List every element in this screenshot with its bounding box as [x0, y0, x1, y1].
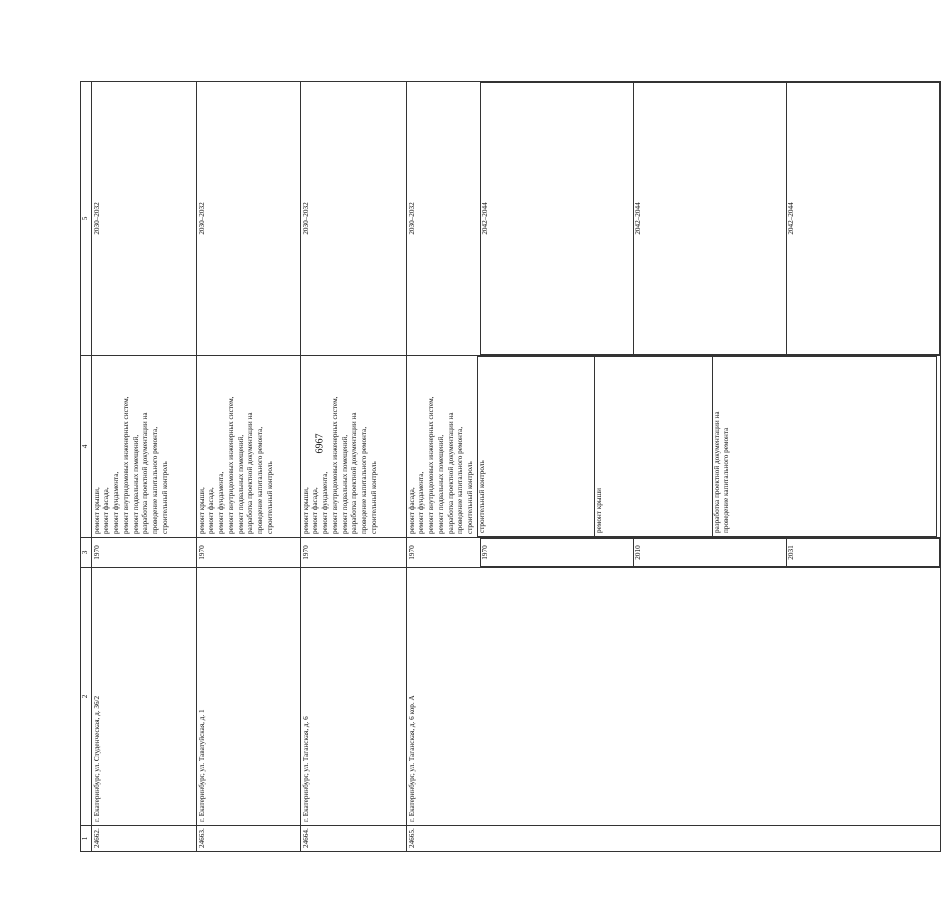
rotated-table-container [80, 82, 796, 852]
table-row [196, 82, 300, 852]
works-cell [406, 356, 941, 538]
work-item: проведение капитального ремонта, [456, 426, 465, 534]
tail-work [712, 357, 936, 537]
work-item: ремонт внутридомовых инженерных систем, [226, 396, 235, 534]
work-item: ремонт крыши, [197, 487, 206, 534]
address-cell: г. Екатеринбург, ул. Таватуйская, д. 1 [196, 568, 300, 826]
tail-work: ремонт крыши [595, 357, 712, 537]
work-item: строительный контроль [160, 461, 169, 534]
work-item: ремонт подвальных помещений, [236, 434, 245, 534]
work-item: ремонт подвальных помещений, [436, 434, 445, 534]
work-item: ремонт внутридомовых инженерных систем, [330, 396, 339, 534]
tail-period: 2042–2044 [787, 83, 940, 355]
tail-period: 2042–2044 [634, 83, 787, 355]
period-cell: 2030–2032 [91, 82, 196, 356]
work-item: разработка проектной документации на [446, 412, 455, 534]
work-item: строительный контроль [265, 461, 274, 534]
tail-periods [480, 82, 940, 355]
tail-period: 2042–2044 [481, 83, 634, 355]
address-cell: г. Екатеринбург, ул. Таганская, д. 6 кор. А [406, 568, 941, 826]
repair-schedule-table [80, 81, 941, 852]
tail-years [480, 538, 940, 567]
year-cell [406, 538, 941, 568]
work-item: ремонт фундамента, [321, 471, 330, 534]
work-item: ремонт внутридомовых инженерных систем, [427, 396, 436, 534]
header-col-2: 2 [81, 568, 92, 826]
works-cell [300, 356, 406, 538]
tail-year: 1970 [481, 539, 634, 567]
year-cell: 1970 [196, 538, 300, 568]
row-number: 24665. [406, 826, 941, 852]
table-row [406, 82, 941, 852]
address-cell: г. Екатеринбург, ул. Студенческая, д. 36/2 [91, 568, 196, 826]
tail-year: 2031 [787, 539, 940, 567]
tail-works [477, 356, 937, 537]
work-item: проведение капитального ремонта, [256, 426, 265, 534]
works-cell [196, 356, 300, 538]
work-item: ремонт фундамента, [217, 471, 226, 534]
period-value: 2030–2032 [407, 202, 416, 235]
work-item: ремонт фасада, [311, 487, 320, 534]
header-col-5: 5 [81, 82, 92, 356]
work-item: ремонт фасада, [102, 487, 111, 534]
period-cell: 2030–2032 [196, 82, 300, 356]
tail-work-line: проведение капитального ремонта [722, 427, 731, 533]
work-item: ремонт подвальных помещений, [131, 434, 140, 534]
work-item: проведение капитального ремонта, [360, 426, 369, 534]
header-col-3: 3 [81, 538, 92, 568]
tail-year: 2010 [634, 539, 787, 567]
work-item: ремонт фасада, [207, 487, 216, 534]
year-cell: 1970 [300, 538, 406, 568]
tail-work-line: разработка проектной документации на [712, 411, 721, 533]
year-cell: 1970 [91, 538, 196, 568]
work-item: ремонт фасада, [407, 487, 416, 534]
work-item: разработка проектной документации на [141, 412, 150, 534]
work-item: разработка проектной документации на [350, 412, 359, 534]
address-cell: г. Екатеринбург, ул. Таганская, д. 6 [300, 568, 406, 826]
work-item: разработка проектной документации на [246, 412, 255, 534]
row-number: 24663. [196, 826, 300, 852]
work-item: ремонт крыши, [92, 487, 101, 534]
row-number: 24664. [300, 826, 406, 852]
header-row [81, 82, 92, 852]
row-number: 24662. [91, 826, 196, 852]
work-item: ремонт фундамента, [112, 471, 121, 534]
table-row [91, 82, 196, 852]
work-item: ремонт фундамента, [417, 471, 426, 534]
work-item: строительный контроль [369, 461, 378, 534]
work-item: ремонт крыши, [301, 487, 310, 534]
work-item: проведение капитального ремонта, [151, 426, 160, 534]
year-value: 1970 [407, 545, 416, 560]
period-cell [406, 82, 941, 356]
header-col-1: 1 [81, 826, 92, 852]
page-number: 6967 [314, 433, 326, 454]
work-item: ремонт внутридомовых инженерных систем, [121, 396, 130, 534]
work-item: ремонт подвальных помещений, [340, 434, 349, 534]
period-cell: 2030–2032 [300, 82, 406, 356]
table-row [300, 82, 406, 852]
header-col-4: 4 [81, 356, 92, 538]
tail-work: строительный контроль [477, 357, 594, 537]
works-cell [91, 356, 196, 538]
work-item: строительный контроль [466, 461, 475, 534]
